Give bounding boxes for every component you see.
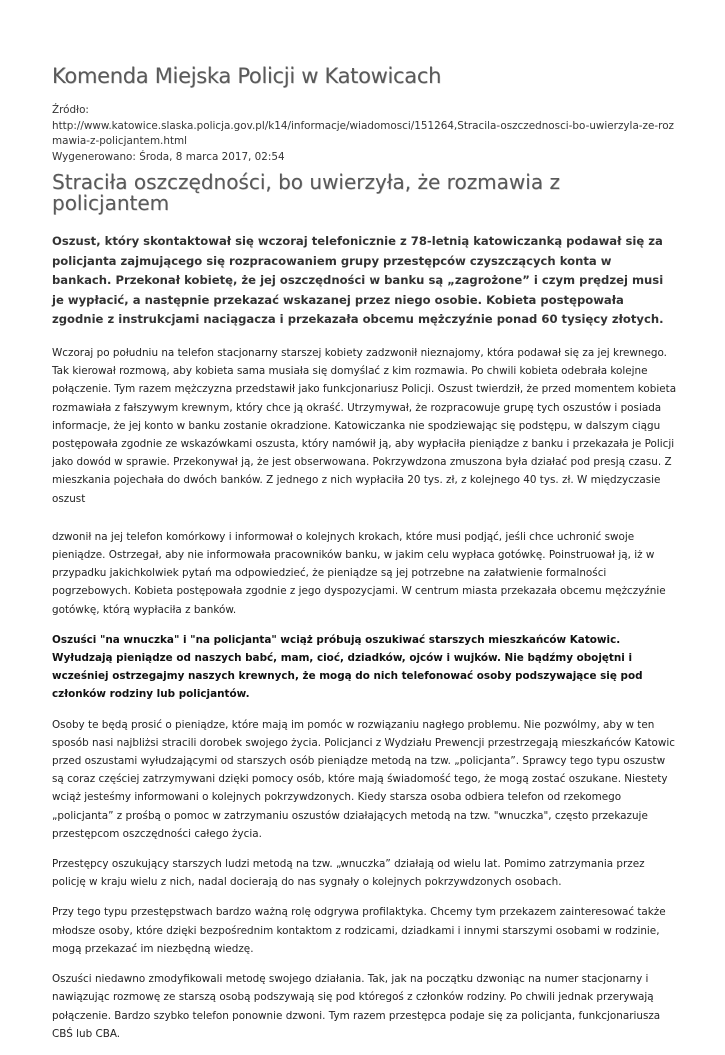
source-url: http://www.katowice.slaska.policja.gov.pl/k14/informacje/wiadomosci/151264,Stracila-oszczednosci-bo-uwierzyla-ze-rozmawia-z-policjantem.html [52, 119, 675, 147]
paragraph: Przestępcy oszukujący starszych ludzi metodą na tzw. „wnuczka” działają od wielu lat. Pomimo zatrzymania przez policję w kraju wielu z nich, nadal docierają do nas sygnały o kolejnych pokrzywdzonych osobach. [52, 858, 645, 889]
article-title: Straciła oszczędności, bo uwierzyła, że rozmawia z policjantem [52, 170, 560, 215]
paragraph: Przy tego typu przestępstwach bardzo ważną rolę odgrywa profilaktyka. Chcemy tym przekazem zainteresować także młodsze osoby, które dzięki bezpośrednim kontaktom z rodzicami, dziadkami i innymi starszymi osobami w rodzinie, mogą przekazać im niezbędną wiedzę. [52, 906, 666, 955]
article-body [52, 344, 677, 1055]
paragraph: Wczoraj po południu na telefon stacjonarny starszej kobiety zadzwonił nieznajomy, która podawał się za jej krewnego. Tak kierował rozmową, aby kobieta sama musiała się domyślać z kim rozmawia. Po chwili kobieta odebrała kolejne połączenie. Tym razem mężczyzna przedstawił jako funkcjonariusz Policji. Oszust twierdził, że przed momentem kobieta rozmawiała z fałszywym krewnym, który chce ją okraść. Utrzymywał, że rozpracowuje grupę tych oszustów i posiada informacje, że jej konto w banku zostanie okradzione. Katowiczanka nie spodziewając się podstępu, w dalszym ciągu postępowała zgodnie ze wskazówkami oszusta, który namówił ją, aby wypłaciła pieniądze z banku i przekazała je Policji jako dowód w sprawie. Przekonywał ją, że jest obserwowana. Pokrzywdzona zmuszona była działać pod presją czasu. Z mieszkania pojechała do dwóch banków. Z jednego z nich wypłaciła 20 tys. zł, z kolejnego 40 tys. zł. W międzyczasie oszust [52, 347, 677, 505]
source-meta [52, 103, 677, 165]
source-label: Źródło: [52, 104, 89, 116]
paragraph: Oszuści niedawno zmodyfikowali metodę swojego działania. Tak, jak na początku dzwoniąc na numer stacjonarny i nawiązując rozmowę ze starszą osobą podszywają się pod któregoś z członków rodziny. Po chwili jednak przerywają połączenie. Bardzo szybko telefon ponownie dzwoni. Tym razem przestępca podaje się za policjanta, funkcjonariusza CBŚ lub CBA. [52, 973, 661, 1040]
generated-date: Wygenerowano: Środa, 8 marca 2017, 02:54 [52, 150, 285, 163]
article-lead: Oszust, który skontaktował się wczoraj telefonicznie z 78-letnią katowiczanką podawał się za policjanta zajmującego się rozpracowaniem grupy przestępców czyszczących konta w bankach. Przekonał kobietę, że jej oszczędności w banku są „zagrożone” i czym prędzej musi je wypłacić, a następnie przekazać wskazanej przez niego osobie. Kobieta postępowała zgodnie z instrukcjami naciągacza i przekazała obcemu mężczyźnie ponad 60 tysięcy złotych. [52, 234, 664, 327]
site-title: Komenda Miejska Policji w Katowicach [52, 64, 442, 88]
paragraph: dzwonił na jej telefon komórkowy i informował o kolejnych krokach, które musi podjąć, jeśli chce uchronić swoje pieniądze. Ostrzegał, aby nie informowała pracowników banku, w jakim celu wypłaca gotówkę. Poinstruował ją, iż w przypadku jakichkolwiek pytań ma odpowiedzieć, że pieniądze są jej potrzebne na załatwienie formalności pogrzebowych. Kobieta postępowała zgodnie z jego dyspozycjami. W centrum miasta przekazała obcemu mężczyźnie gotówkę, którą wypłaciła z banków. [52, 530, 666, 616]
paragraph: Osoby te będą prosić o pieniądze, które mają im pomóc w rozwiązaniu nagłego problemu. Nie pozwólmy, aby w ten sposób nasi najbliżsi stracili dorobek swojego życia. Policjanci z Wydziału Prewencji przestrzegają mieszkańców Katowic przed oszustami wyłudzającymi od starszych osób pieniądze metodą na tzw. „policjanta”. Sprawcy tego typu oszustw są coraz częściej zatrzymywani dzięki pomocy osób, które mają świadomość tego, że mogą zostać oszukane. Niestety wciąż jesteśmy informowani o kolejnych pokrzywdzonych. Kiedy starsza osoba odbiera telefon od rzekomego „policjanta” z prośbą o pomoc w zatrzymaniu oszustów działających metodą na tzw. "wnuczka", często przekazuje przestępcom oszczędności całego życia. [52, 718, 676, 840]
warning-paragraph: Oszuści "na wnuczka" i "na policjanta" wciąż próbują oszukiwać starszych mieszkańców Katowic. Wyłudzają pieniądze od naszych babć, mam, cioć, dziadków, ojców i wujków. Nie bądźmy obojętni i wcześniej ostrzegajmy naszych krewnych, że mogą do nich telefonować osoby podszywające się pod członków rodziny lub policjantów. [52, 633, 643, 701]
